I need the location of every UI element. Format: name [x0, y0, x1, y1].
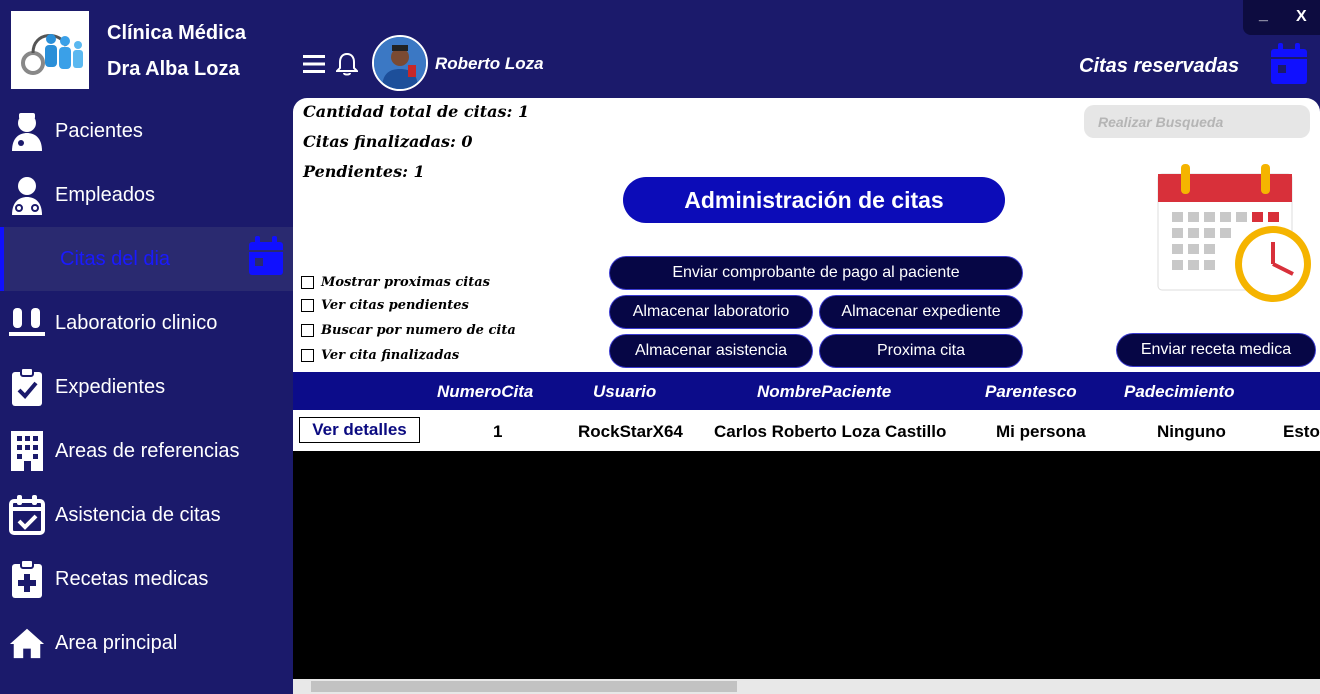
send-receipt-button[interactable]: Enviar comprobante de pago al paciente	[610, 257, 1022, 289]
send-prescription-button[interactable]: Enviar receta medica	[1117, 334, 1315, 366]
column-header: NombrePaciente	[757, 382, 892, 401]
sidebar-item-label: Empleados	[55, 183, 156, 206]
sidebar-item-empleados[interactable]	[0, 163, 293, 227]
nurse-icon	[9, 175, 45, 215]
cell-padecimiento: Ninguno	[1157, 422, 1226, 441]
sidebar-item-label: Areas de referencias	[55, 439, 240, 462]
filter-numero-cita[interactable]: Buscar por numero de cita	[301, 323, 516, 338]
column-header: NumeroCita	[437, 382, 534, 401]
cell-extra: Esto	[1283, 422, 1320, 441]
store-record-button[interactable]: Almacenar expediente	[820, 296, 1022, 328]
cell-usuario: RockStarX64	[578, 422, 683, 441]
table-row[interactable]	[293, 410, 1320, 451]
sidebar	[0, 0, 293, 694]
page-title: Citas reservadas	[1079, 55, 1240, 77]
sidebar-item-laboratorio[interactable]	[0, 291, 293, 355]
cell-nombre: Carlos Roberto Loza Castillo	[714, 422, 947, 441]
total-citas-stat: Cantidad total de citas: 1	[303, 102, 530, 121]
close-button[interactable]: X	[1296, 8, 1307, 25]
sidebar-item-asistencia[interactable]	[0, 483, 293, 547]
store-lab-button[interactable]: Almacenar laboratorio	[610, 296, 812, 328]
horizontal-scrollbar[interactable]	[293, 679, 1320, 694]
sidebar-item-areas-referencias[interactable]	[0, 419, 293, 483]
minimize-button[interactable]: _	[1259, 6, 1268, 23]
scrollbar-thumb[interactable]	[311, 681, 737, 692]
hamburger-menu-icon[interactable]	[303, 54, 325, 79]
sidebar-item-label: Expedientes	[55, 375, 166, 398]
sidebar-item-label: Area principal	[55, 631, 178, 654]
cell-numero: 1	[493, 422, 503, 441]
calendar-icon	[1270, 43, 1308, 90]
sidebar-item-label: Recetas medicas	[55, 567, 209, 590]
building-icon	[9, 431, 45, 471]
checkbox[interactable]	[301, 276, 314, 289]
cell-parentesco: Mi persona	[996, 422, 1086, 441]
table-empty-area	[293, 451, 1320, 679]
test-tubes-icon	[9, 303, 45, 343]
column-header: Padecimiento	[1124, 382, 1235, 401]
sidebar-item-label: Laboratorio clinico	[55, 311, 218, 334]
table-header	[293, 372, 1320, 410]
clipboard-check-icon	[9, 367, 45, 407]
column-header: Usuario	[593, 382, 657, 401]
sidebar-item-pacientes[interactable]	[0, 99, 293, 163]
pending-citas-stat: Pendientes: 1	[303, 162, 425, 181]
admin-title: Administración de citas	[623, 177, 1005, 223]
doctor-name: Dra Alba Loza	[107, 58, 240, 80]
filter-citas-finalizadas[interactable]: Ver cita finalizadas	[301, 348, 459, 363]
finished-citas-stat: Citas finalizadas: 0	[303, 132, 473, 151]
sidebar-item-area-principal[interactable]	[0, 611, 293, 675]
sidebar-item-label: Asistencia de citas	[55, 503, 221, 526]
home-icon	[9, 623, 45, 663]
checkbox[interactable]	[301, 349, 314, 362]
next-appointment-button[interactable]: Proxima cita	[820, 335, 1022, 367]
main-panel	[293, 98, 1320, 694]
clinic-name: Clínica Médica	[107, 22, 246, 44]
clinic-logo	[11, 11, 89, 89]
calendar-check-icon	[9, 495, 45, 535]
view-details-button[interactable]: Ver detalles	[299, 417, 420, 443]
filter-citas-pendientes[interactable]: Ver citas pendientes	[301, 298, 469, 313]
calendar-clock-icon	[1156, 162, 1316, 312]
store-attendance-button[interactable]: Almacenar asistencia	[610, 335, 812, 367]
doctor-icon	[9, 111, 45, 151]
calendar-icon	[248, 236, 284, 282]
sidebar-item-expedientes[interactable]	[0, 355, 293, 419]
bell-icon[interactable]	[336, 52, 358, 81]
checkbox[interactable]	[301, 324, 314, 337]
sidebar-item-recetas[interactable]	[0, 547, 293, 611]
checkbox[interactable]	[301, 299, 314, 312]
user-name: Roberto Loza	[435, 54, 544, 73]
avatar[interactable]	[372, 35, 428, 91]
search-input[interactable]	[1084, 105, 1310, 138]
column-header: Parentesco	[985, 382, 1077, 401]
window-controls	[1243, 0, 1320, 35]
filter-proximas-citas[interactable]: Mostrar proximas citas	[301, 275, 490, 290]
sidebar-item-citas-del-dia[interactable]	[0, 227, 293, 291]
sidebar-item-label: Pacientes	[55, 119, 143, 142]
medical-clipboard-icon	[9, 559, 45, 599]
sidebar-item-label: Citas del dia	[60, 247, 171, 270]
